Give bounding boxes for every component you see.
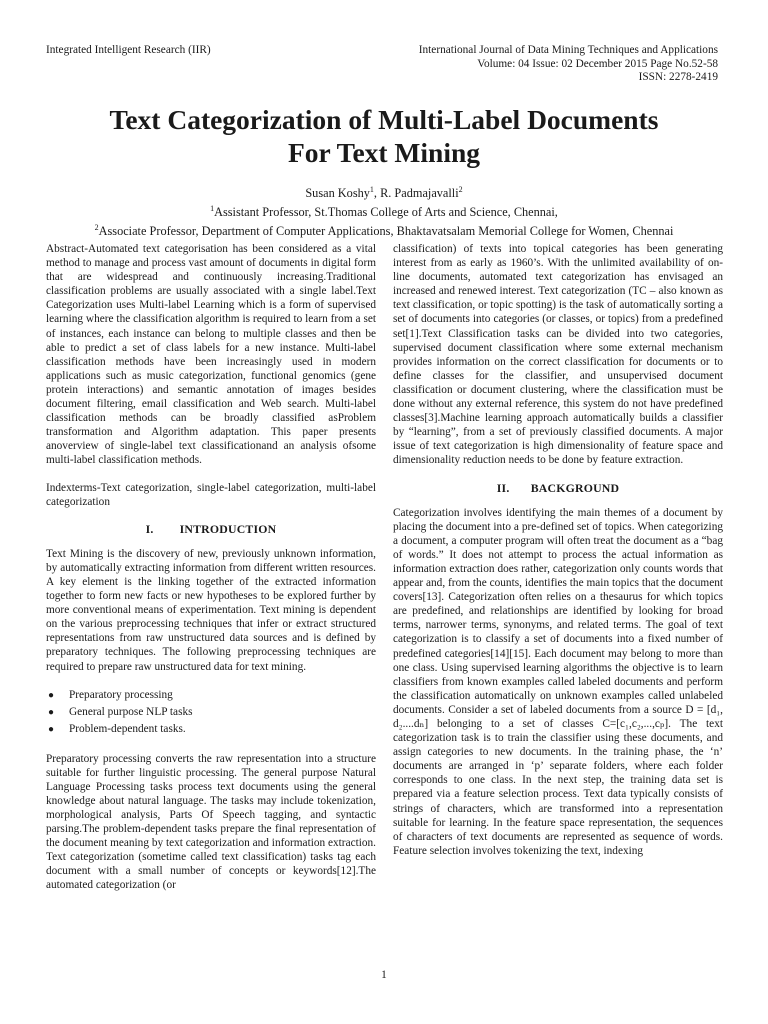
background-paragraph: Categorization involves identifying the main themes of a document by placing the document into a pre-defined set of topics. When categorizing a document, a computer program will often treat the document as a “bag of words.” It does not attempt to process the actual information as information extraction does rather, categorization only counts words that appear and, from the counts, identifies the main topics that the document covers[13]. Categorization often relies on a thesaurus for which topics are predefined, and relationships are identified by looking for broad terms, narrower terms, synonyms, and related terms. The goal of text categorization is to classify a set of documents into a fixed number of predefined categories[14][15]. Each document may belong to more than one class. Using supervised learning algorithms the objective is to learn classifiers from known examples called labeled documents and perform the classification automatically on unknown examples called unlabeled documents. Consider a set of labeled documents from a source D = [d₁, d₂....dₙ] belonging to a set of classes C=[c₁,c₂,...,cₚ]. The text categorization task is to train the classifier using these documents, and assign categories to new documents. In the training phase, the ‘n’ documents are arranged in ‘p’ separate folders, where each folder corresponds to one class. In the next step, the training data set is prepared via a feature selection process. Text data typically consists of strings of characters, which are transformed into a representation suitable for learning. In the feature space representation, the sequences of characters of text documents are represented as sequence of words. Feature selection involves tokenizing the text, indexing xyxy=(393,506,723,857)
list-item xyxy=(46,687,376,704)
issn: ISSN: 2278-2419 xyxy=(638,71,718,83)
journal-name: International Journal of Data Mining Techniques and Applications xyxy=(418,44,718,56)
section-title: BACKGROUND xyxy=(530,480,620,495)
author-1-sup: 1 xyxy=(369,185,374,194)
author-1: Susan Koshy xyxy=(305,186,370,201)
section-heading-background xyxy=(393,481,723,495)
bullet-icon: ● xyxy=(48,723,55,735)
author-2: R. Padmajavalli xyxy=(380,186,459,201)
right-column xyxy=(393,242,723,871)
volume-info: Volume: 04 Issue: 02 December 2015 Page No.52-58 xyxy=(477,57,718,70)
author-2-sup: 2 xyxy=(458,185,463,194)
intro-continuation: classification) of texts into topical categories has been generating interest from as early as 1960’s. With the unlimited availability of on-line documents, automated text categorization has envisaged an increased and renewed interest. Text categorization (TC – also known as text classification, or topic spotting) is the task of automatically sorting a set of documents into categories (or classes, or topics) from a predefined set[1].Text Classification tasks can be divided into two categories, supervised document classification where some external mechanism provides information on the correct classification for documents or to define classes for the classifier, and unsupervised document classification or document clustering, where the classification must be done without any external reference, this system do not have predefined classes[3].Machine learning approach automatically builds a classifier by “learning”, from a set of previously classified documents. A major issue of text categorization is high dimensionality of feature space and dimensionality reduction needs to be done by feature extraction. xyxy=(393,243,723,467)
list-item-text: Problem-dependent tasks. xyxy=(69,722,186,735)
list-item-text: Preparatory processing xyxy=(69,688,173,701)
section-number: I. xyxy=(145,521,154,536)
intro-paragraph-1: Text Mining is the discovery of new, previously unknown information, by automatically extracting information from different written resources. A key element is the linking together of the extracted information together to form new facts or new hypotheses to be explored further by more conventional means of experimentation. Text mining is dependent on the various preprocessing techniques that infer or extract structured representations from raw unstructured data sources and is defined by preparatory techniques. The following preprocessing techniques are required to prepare raw unstructured data for text mining. xyxy=(46,547,376,673)
list-item-text: General purpose NLP tasks xyxy=(69,705,193,718)
preprocessing-list xyxy=(46,687,376,738)
affiliation-1 xyxy=(0,201,768,220)
section-heading-introduction xyxy=(46,522,376,536)
bullet-icon: ● xyxy=(48,689,55,701)
affiliation-2-text: Associate Professor, Department of Computer Applications, Bhaktavatsalam Memorial College for Women, Chennai xyxy=(98,224,674,239)
intro-paragraph-2: Preparatory processing converts the raw representation into a structure suitable for further linguistic processing. The general purpose Natural Language Processing tasks process text documents using the general knowledge about natural language. The tasks may include tokenization, morphological analysis, Parts Of Speech tagging, and syntactic parsing.The problem-dependent tasks prepare the final representation of the document meaning by text categorization and information extraction. Text categorization (sometime called text classification) tasks tag each document with a small number of concepts or keywords[12].The automated categorization (or xyxy=(46,752,376,892)
section-number: II. xyxy=(496,480,510,495)
list-item xyxy=(46,721,376,738)
affiliation-1-text: Assistant Professor, St.Thomas College of Arts and Science, Chennai, xyxy=(214,205,558,220)
author-separator: , xyxy=(373,186,381,201)
affiliation-1-sup: 1 xyxy=(210,204,215,214)
affiliation-2-sup: 2 xyxy=(94,223,99,233)
page-number: 1 xyxy=(381,969,387,981)
journal-header xyxy=(419,44,718,85)
left-column xyxy=(46,242,376,906)
affiliation-2 xyxy=(0,220,768,239)
section-title: INTRODUCTION xyxy=(179,521,277,536)
author-block xyxy=(0,182,768,239)
paper-title xyxy=(40,103,728,169)
list-item xyxy=(46,704,376,721)
abstract: Abstract-Automated text categorisation has been considered as a vital method to manage and process vast amount of documents in digital form that are widespread and continuously increasing.Traditional classification problems are usually associated with a single label.Text Categorization uses Multi-label Learning which is a form of supervised learning where the classification algorithm is required to learn from a set of instances, each instance can belong to multiple classes and then be able to predict a set of class labels for a new instance. Multi-label classification methods have been increasingly used in modern applications such as music categorization, functional genomics (gene protein interactions) and semantic annotation of images besides document filtering, email classification and Web search. Multi-label classification methods can be broadly classified asProblem transformation and Algorithm adaptation. This paper presents anoverview of single-label text classificationand an analysis ofsome multi-label classification methods. xyxy=(46,243,376,467)
publisher-header: Integrated Intelligent Research (IIR) xyxy=(46,44,211,56)
author-names xyxy=(0,182,768,201)
index-terms: Indexterms-Text categorization, single-label categorization, multi-label categorization xyxy=(46,481,376,508)
title-line-1: Text Categorization of Multi-Label Documents xyxy=(109,104,659,135)
title-line-2: For Text Mining xyxy=(287,137,481,168)
bullet-icon: ● xyxy=(48,706,55,718)
